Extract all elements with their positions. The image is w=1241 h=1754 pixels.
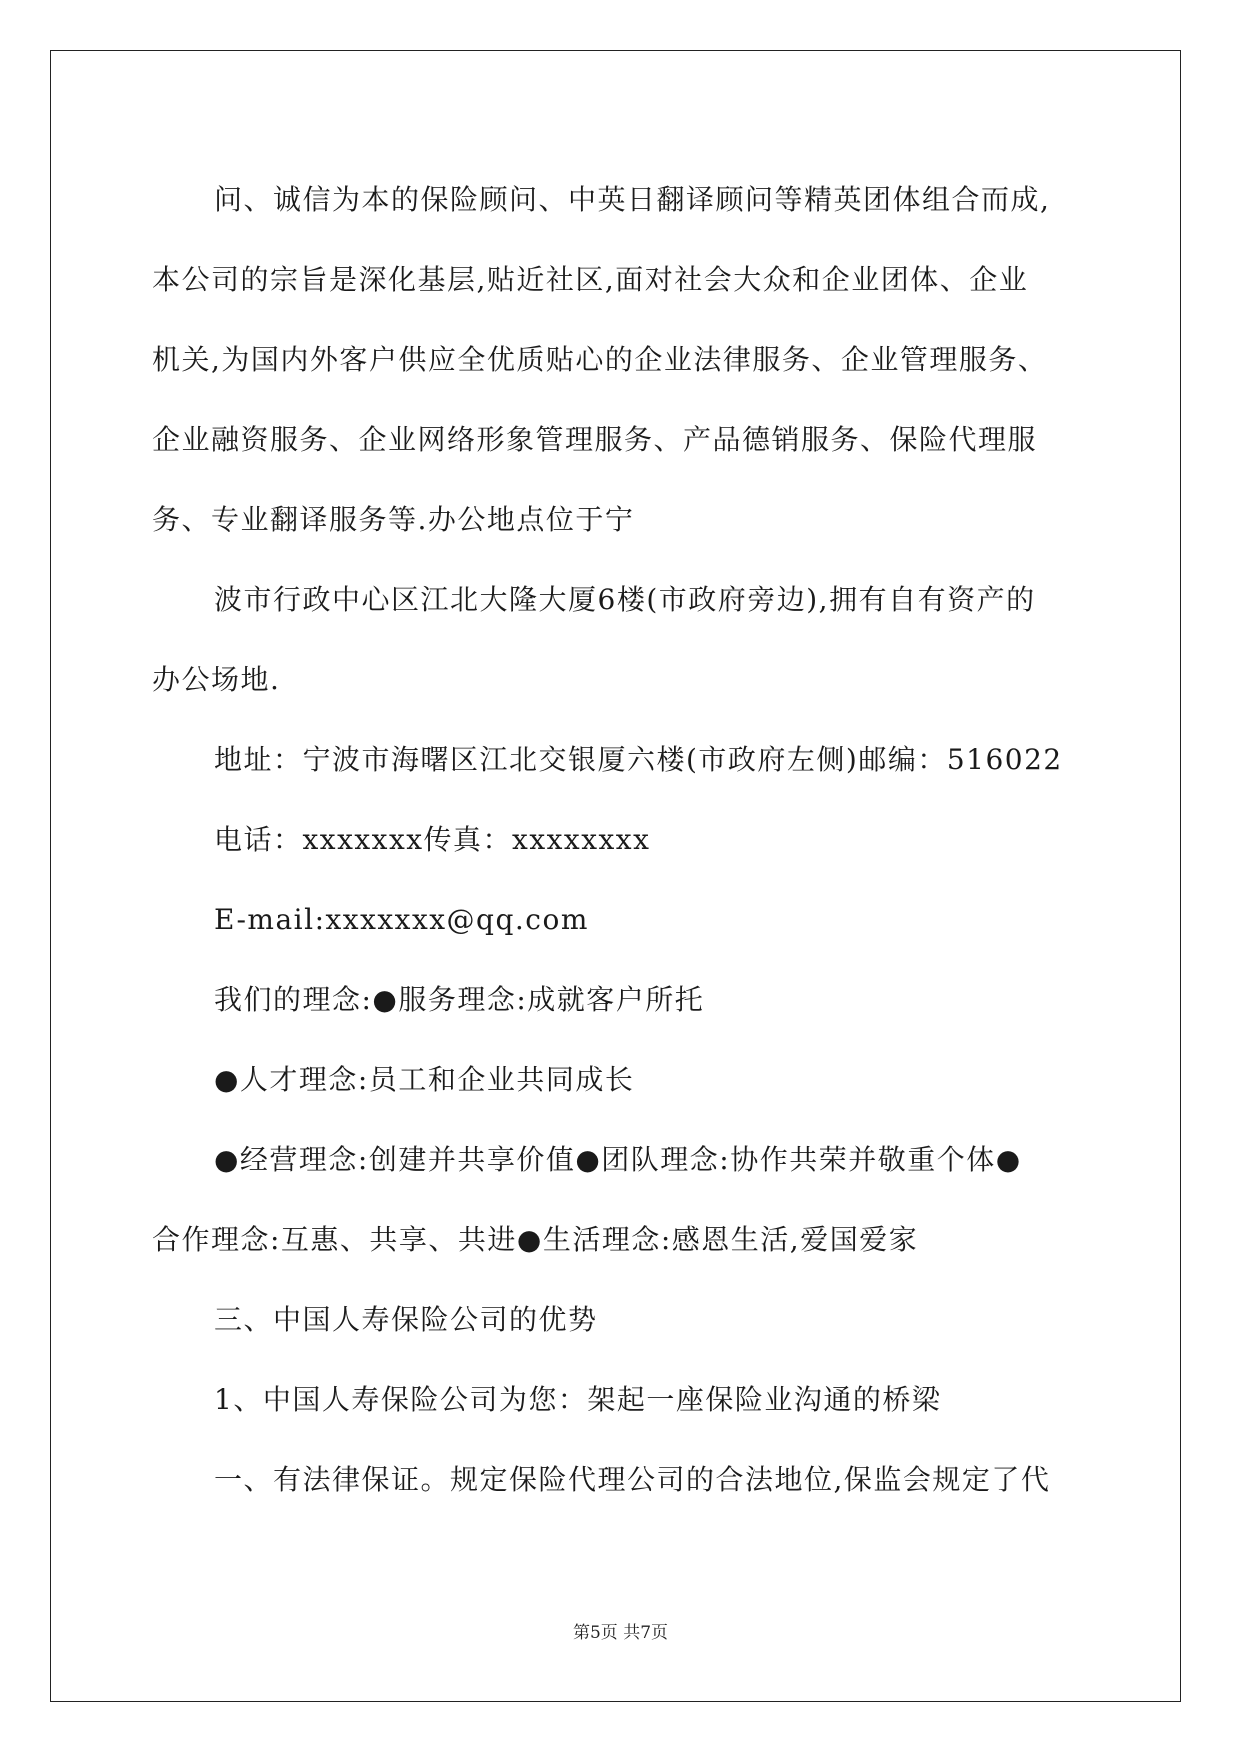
text-line: 问、诚信为本的保险顾问、中英日翻译顾问等精英团体组合而成, (214, 183, 1051, 216)
text-line: 波市行政中心区江北大隆大厦6楼(市政府旁边),拥有自有资产的 (214, 583, 1036, 616)
philosophy-line: 合作理念:互惠、共享、共进●生活理念:感恩生活,爱国爱家 (152, 1223, 919, 1256)
text-line: 办公场地. (152, 663, 281, 696)
address-line: 地址：宁波市海曙区江北交银厦六楼(市政府左侧)邮编：516022 (214, 743, 1063, 776)
subsection-heading: 1、中国人寿保险公司为您：架起一座保险业沟通的桥梁 (214, 1383, 942, 1416)
email-line: E-mail:xxxxxxx@qq.com (214, 903, 589, 936)
text-line: 本公司的宗旨是深化基层,贴近社区,面对社会大众和企业团体、企业 (152, 263, 1029, 296)
section-heading: 三、中国人寿保险公司的优势 (214, 1303, 598, 1336)
philosophy-line: ●经营理念:创建并共享价值●团队理念:协作共荣并敬重个体● (214, 1143, 1022, 1176)
text-line: 务、专业翻译服务等.办公地点位于宁 (152, 503, 635, 536)
text-line: 一、有法律保证。规定保险代理公司的合法地位,保监会规定了代 (214, 1463, 1051, 1496)
text-line: 企业融资服务、企业网络形象管理服务、产品德销服务、保险代理服 (152, 423, 1038, 456)
philosophy-line: ●人才理念:员工和企业共同成长 (214, 1063, 635, 1096)
text-line: 机关,为国内外客户供应全优质贴心的企业法律服务、企业管理服务、 (152, 343, 1048, 376)
phone-fax-line: 电话：xxxxxxx传真：xxxxxxxx (214, 823, 651, 856)
page-number-footer: 第5页 共7页 (572, 1623, 669, 1643)
philosophy-line: 我们的理念:●服务理念:成就客户所托 (214, 983, 705, 1016)
document-body (152, 160, 1092, 1520)
